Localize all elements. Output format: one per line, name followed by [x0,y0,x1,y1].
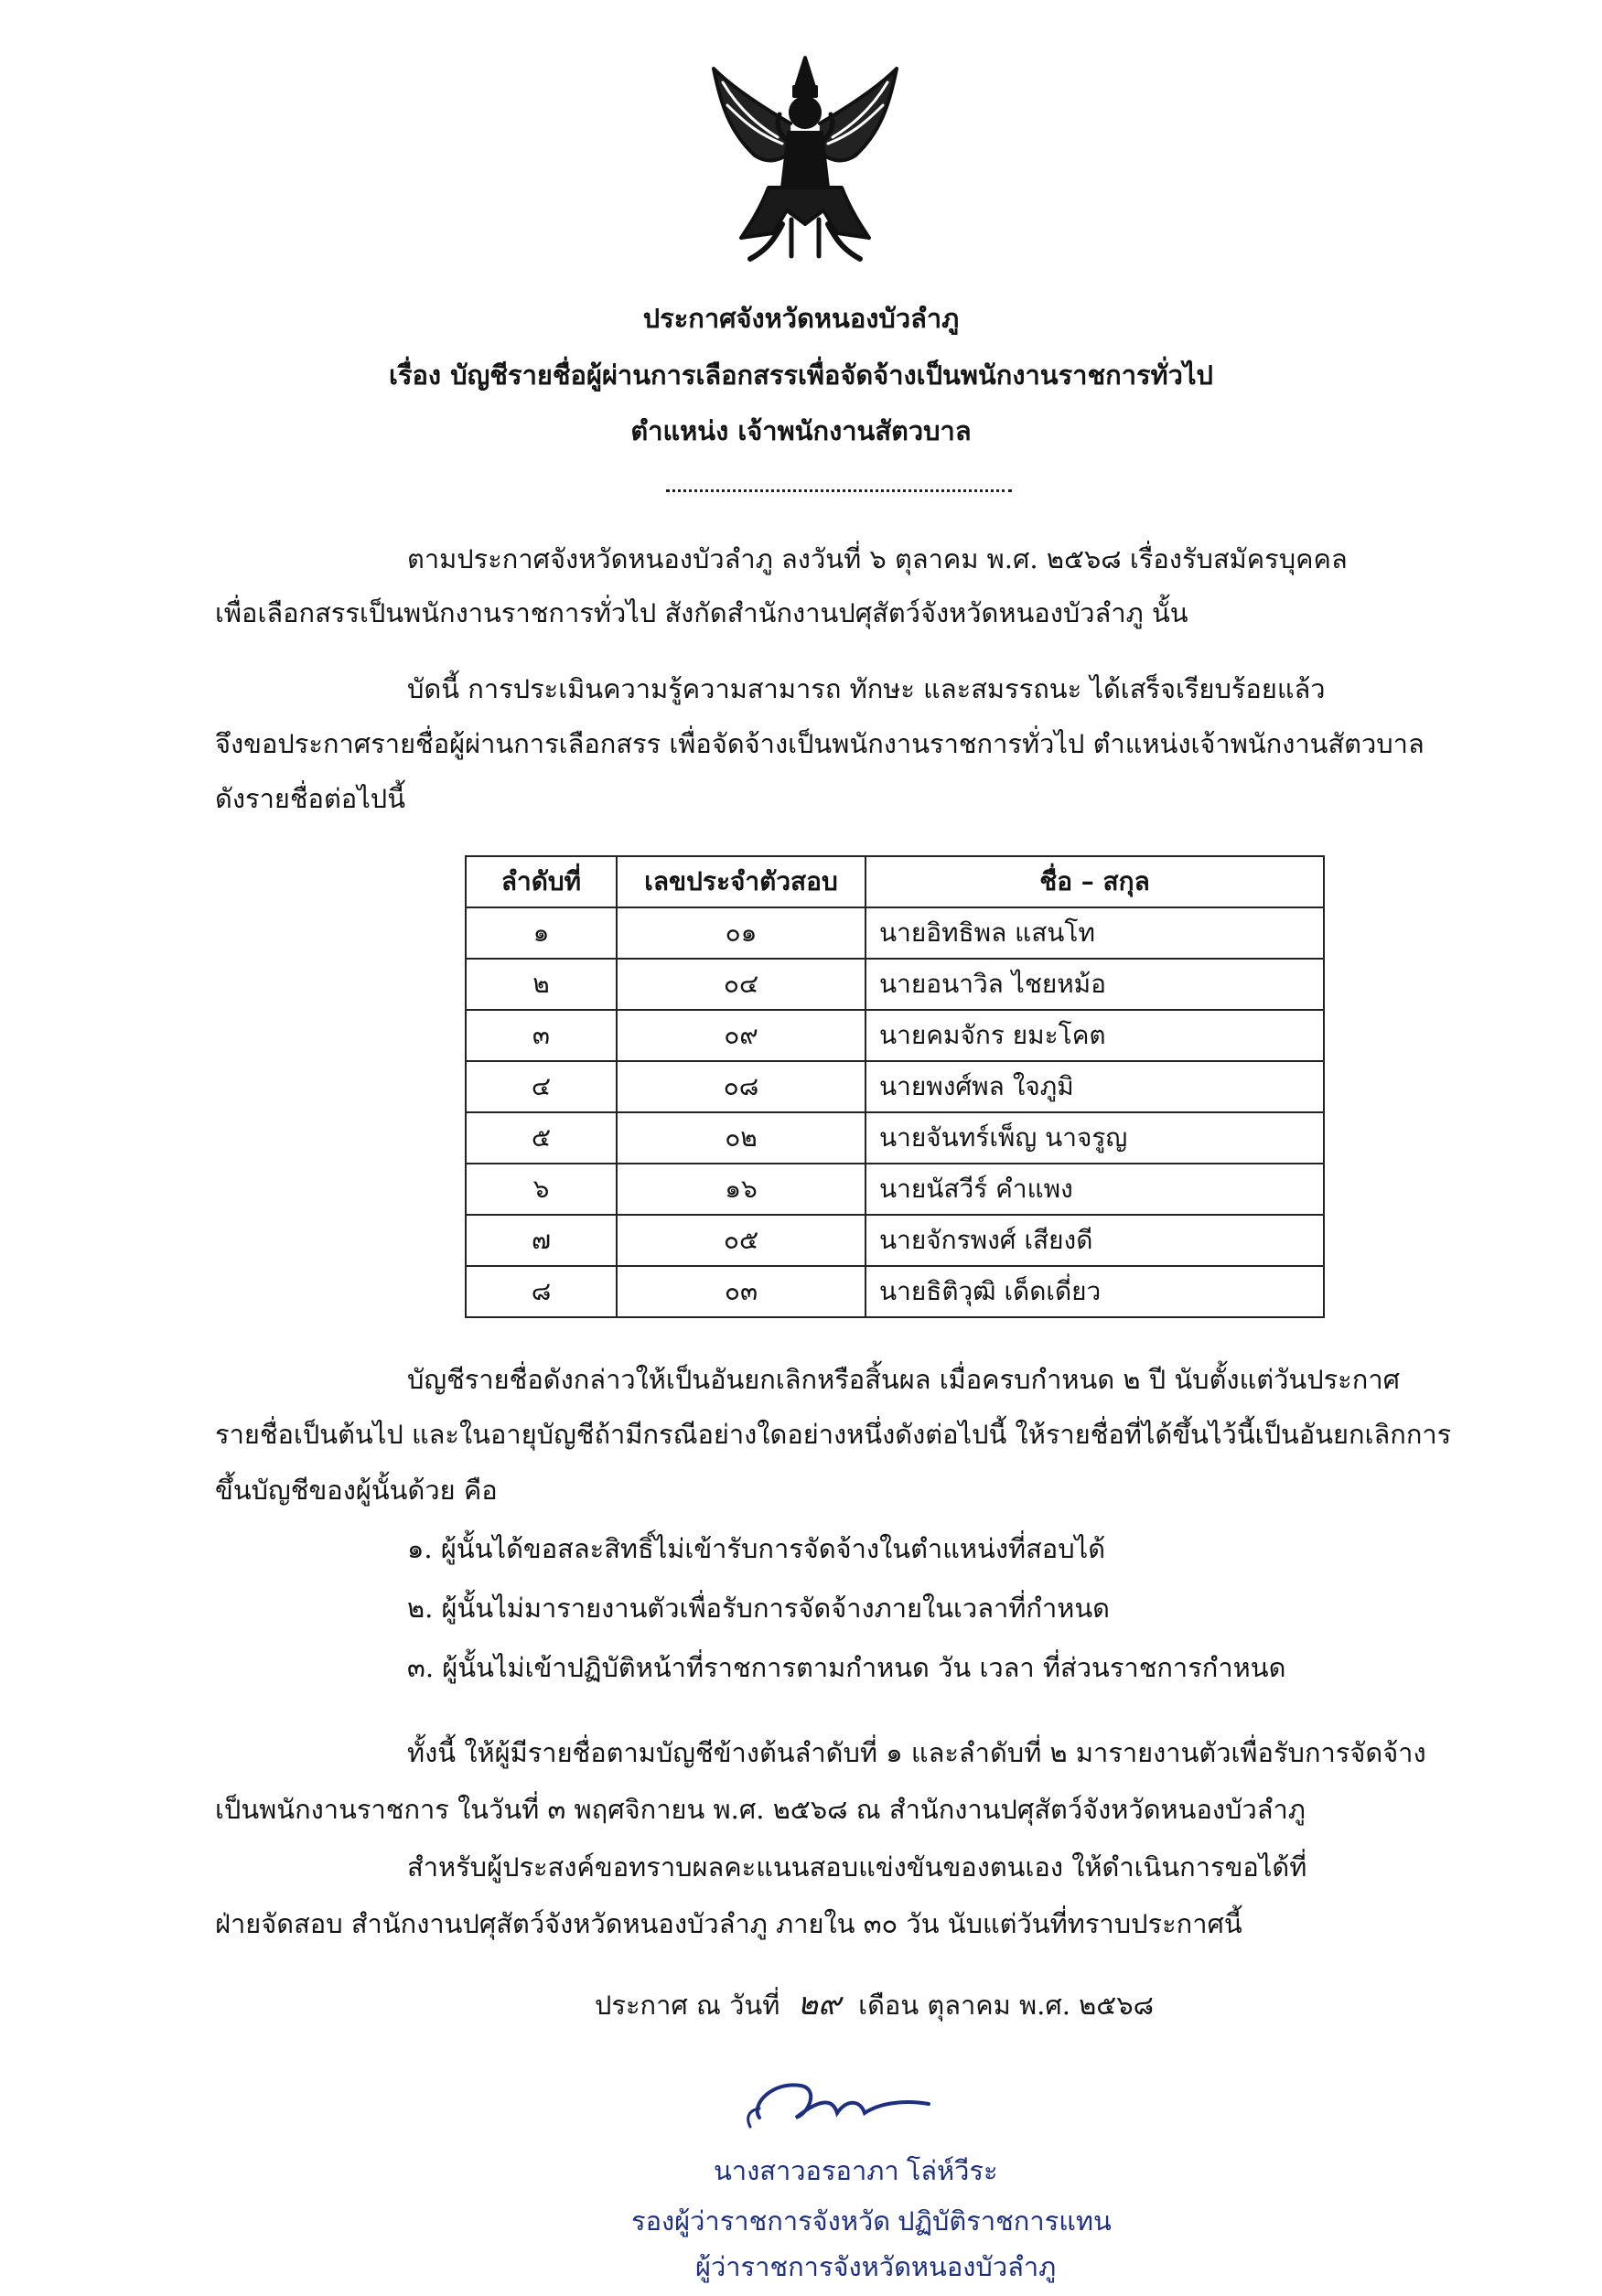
header-order: ลำดับที่ [466,856,617,907]
order-cell: ๖ [466,1164,617,1215]
condition-2: ๒. ผู้นั้นไม่มารายงานตัวเพื่อรับการจัดจ้างภายในเวลาที่กำหนด [407,1593,1111,1624]
paragraph-4-line-1: ทั้งนี้ ให้ผู้มีรายชื่อตามบัญชีข้างต้นลำดับที่ ๑ และลำดับที่ ๒ มารายงานตัวเพื่อรับการจัดจ้าง [407,1737,1426,1768]
date-prefix: ประกาศ ณ วันที่ [595,1990,780,2021]
name-cell: นายนัสวีร์ คำแพง [866,1164,1324,1215]
table-row [466,1215,1324,1266]
doc-position: ตำแหน่ง เจ้าพนักงานสัตวบาล [630,415,972,446]
paragraph-1-line-2: เพื่อเลือกสรรเป็นพนักงานราชการทั่วไป สังกัดสำนักงานปศุสัตว์จังหวัดหนองบัวลำภู นั้น [215,597,1188,628]
condition-1: ๑. ผู้นั้นได้ขอสละสิทธิ์ไม่เข้ารับการจัดจ้างในตำแหน่งที่สอบได้ [407,1533,1106,1564]
name-cell: นายอนาวิล ไชยหม้อ [866,959,1324,1010]
exam-id-cell: ๐๔ [617,959,866,1010]
exam-id-cell: ๐๘ [617,1061,866,1112]
order-cell: ๘ [466,1266,617,1317]
name-cell: นายพงศ์พล ใจภูมิ [866,1061,1324,1112]
name-cell: นายคมจักร ยมะโคต [866,1010,1324,1061]
table-row [466,1164,1324,1215]
paragraph-3-line-3: ขึ้นบัญชีของผู้นั้นด้วย คือ [215,1475,498,1506]
table-header-row [466,856,1324,907]
signer-name: นางสาวอรอาภา โล่ห์วีระ [714,2157,998,2186]
handwritten-signature [732,2063,942,2145]
order-cell: ๒ [466,959,617,1010]
paragraph-3-line-1: บัญชีรายชื่อดังกล่าวให้เป็นอันยกเลิกหรือสิ้นผล เมื่อครบกำหนด ๒ ปี นับตั้งแต่วันประกาศ [407,1364,1401,1395]
header-exam-id: เลขประจำตัวสอบ [617,856,866,907]
exam-id-cell: ๑๖ [617,1164,866,1215]
garuda-emblem-icon [704,50,906,265]
table-row [466,1010,1324,1061]
signer-title-2: ผู้ว่าราชการจังหวัดหนองบัวลำภู [695,2253,1057,2282]
exam-id-cell: ๐๓ [617,1266,866,1317]
handwritten-day: ๒๙ [797,1986,841,2022]
condition-3: ๓. ผู้นั้นไม่เข้าปฏิบัติหน้าที่ราชการตามกำหนด วัน เวลา ที่ส่วนราชการกำหนด [407,1652,1286,1683]
announcement-date [595,1979,1154,2028]
order-cell: ๔ [466,1061,617,1112]
paragraph-2-line-1: บัดนี้ การประเมินความรู้ความสามารถ ทักษะ และสมรรถนะ ได้เสร็จเรียบร้อยแล้ว [407,673,1326,704]
doc-subject: เรื่อง บัญชีรายชื่อผู้ผ่านการเลือกสรรเพื่อจัดจ้างเป็นพนักงานราชการทั่วไป [389,359,1213,391]
paragraph-2-line-2: จึงขอประกาศรายชื่อผู้ผ่านการเลือกสรร เพื่อจัดจ้างเป็นพนักงานราชการทั่วไป ตำแหน่งเจ้าพนักงานสัตวบาล [215,728,1425,759]
order-cell: ๕ [466,1112,617,1164]
paragraph-2-line-3: ดังรายชื่อต่อไปนี้ [215,783,406,814]
exam-id-cell: ๐๕ [617,1215,866,1266]
doc-title: ประกาศจังหวัดหนองบัวลำภู [642,303,960,334]
table-row [466,907,1324,959]
name-cell: นายธิติวุฒิ เด็ดเดี่ยว [866,1266,1324,1317]
table-row [466,1061,1324,1112]
paragraph-5-line-2: ฝ่ายจัดสอบ สำนักงานปศุสัตว์จังหวัดหนองบัวลำภู ภายใน ๓๐ วัน นับแต่วันที่ทราบประกาศนี้ [215,1908,1242,1939]
order-cell: ๓ [466,1010,617,1061]
order-cell: ๗ [466,1215,617,1266]
order-cell: ๑ [466,907,617,959]
name-cell: นายอิทธิพล แสนโท [866,907,1324,959]
table-row [466,1266,1324,1317]
paragraph-1-line-1: ตามประกาศจังหวัดหนองบัวลำภู ลงวันที่ ๖ ตุลาคม พ.ศ. ๒๕๖๘ เรื่องรับสมัครบุคคล [407,543,1348,574]
table-row [466,1112,1324,1164]
header-full-name: ชื่อ – สกุล [866,856,1324,907]
exam-id-cell: ๐๑ [617,907,866,959]
paragraph-4-line-2: เป็นพนักงานราชการ ในวันที่ ๓ พฤศจิกายน พ.ศ. ๒๕๖๘ ณ สำนักงานปศุสัตว์จังหวัดหนองบัวลำภู [215,1794,1306,1825]
table-row [466,959,1324,1010]
signer-title-1: รองผู้ว่าราชการจังหวัด ปฏิบัติราชการแทน [631,2207,1112,2237]
date-suffix: เดือน ตุลาคม พ.ศ. ๒๕๖๘ [858,1990,1155,2021]
name-cell: นายจันทร์เพ็ญ นาจรูญ [866,1112,1324,1164]
exam-id-cell: ๐๙ [617,1010,866,1061]
title-divider [666,489,1012,492]
paragraph-3-line-2: รายชื่อเป็นต้นไป และในอายุบัญชีถ้ามีกรณีอย่างใดอย่างหนึ่งดังต่อไปนี้ ให้รายชื่อที่ได้ขึ้นไว้นี้เป็นอันยกเลิกการ [215,1419,1452,1450]
paragraph-5-line-1: สำหรับผู้ประสงค์ขอทราบผลคะแนนสอบแข่งขันของตนเอง ให้ดำเนินการขอได้ที่ [407,1851,1307,1883]
exam-id-cell: ๐๒ [617,1112,866,1164]
candidate-table [465,855,1325,1318]
name-cell: นายจักรพงศ์ เสียงดี [866,1215,1324,1266]
